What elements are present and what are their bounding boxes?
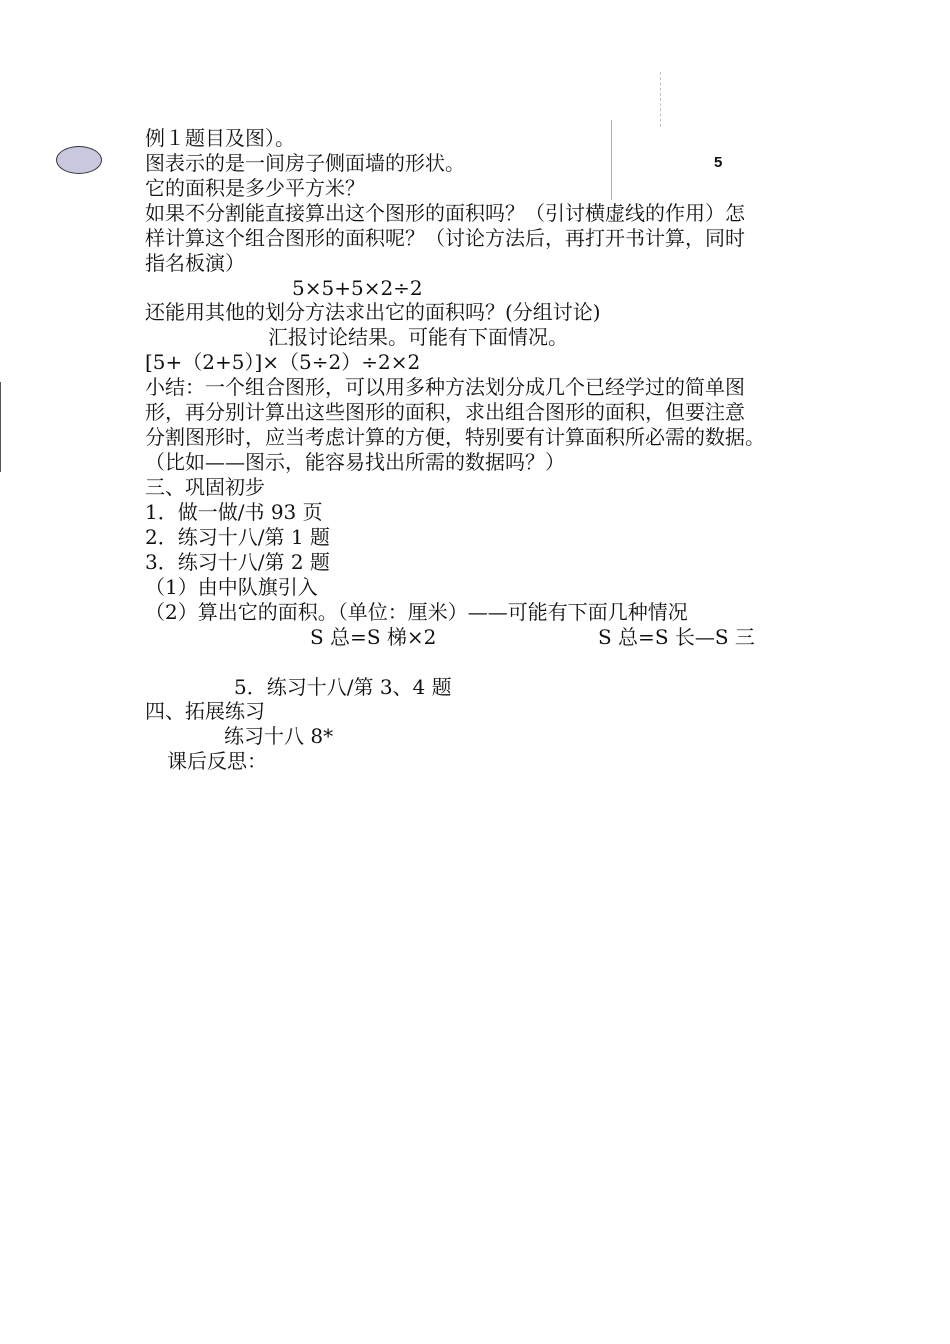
left-margin-line bbox=[0, 382, 1, 472]
text-line: 样计算这个组合图形的面积呢？（讨论方法后，再打开书计算，同时 bbox=[145, 226, 745, 250]
text-line: 图表示的是一间房子侧面墙的形状。 bbox=[145, 151, 465, 175]
text-line: 课后反思： bbox=[167, 749, 267, 773]
oval-shape bbox=[56, 146, 102, 174]
text-line: 如果不分割能直接算出这个图形的面积吗？（引讨横虚线的作用）怎 bbox=[145, 201, 745, 225]
list-item: 3．练习十八/第 2 题 bbox=[145, 550, 330, 574]
list-item: （1）由中队旗引入 bbox=[145, 575, 318, 599]
text-line: 分割图形时，应当考虑计算的方便，特别要有计算面积所必需的数据。 bbox=[145, 425, 765, 449]
text-line: 小结：一个组合图形，可以用多种方法划分成几个已经学过的简单图 bbox=[145, 375, 745, 399]
formula-line: S 总=S 长—S 三 bbox=[598, 625, 755, 649]
formula-line: 5×5+5×2÷2 bbox=[292, 276, 423, 300]
list-item: （2）算出它的面积。（单位：厘米）——可能有下面几种情况 bbox=[145, 600, 688, 624]
text-line: 例１题目及图）。 bbox=[145, 126, 295, 150]
dashed-divider bbox=[660, 72, 661, 127]
list-item: 2．练习十八/第 1 题 bbox=[145, 525, 330, 549]
section-heading: 四、拓展练习 bbox=[145, 699, 265, 723]
text-line: 练习十八 8* bbox=[224, 724, 334, 748]
list-item: 1．做一做/书 93 页 bbox=[145, 500, 323, 524]
section-heading: 三、巩固初步 bbox=[145, 475, 265, 499]
text-line: 还能用其他的划分方法求出它的面积吗？(分组讨论) bbox=[145, 300, 601, 324]
text-line: 它的面积是多少平方米？ bbox=[145, 176, 365, 200]
text-line: （比如——图示，能容易找出所需的数据吗？） bbox=[145, 450, 565, 474]
text-line: 汇报讨论结果。可能有下面情况。 bbox=[268, 325, 568, 349]
text-line: 指名板演） bbox=[145, 251, 245, 275]
vertical-divider bbox=[611, 120, 612, 200]
list-item: 5．练习十八/第 3、4 题 bbox=[234, 675, 452, 699]
page-number: 5 bbox=[714, 154, 723, 171]
formula-line: S 总=S 梯×2 bbox=[310, 625, 437, 649]
formula-line: [5+（2+5）]×（5÷2）÷2×2 bbox=[145, 350, 421, 374]
text-line: 形，再分别计算出这些图形的面积，求出组合图形的面积，但要注意 bbox=[145, 400, 745, 424]
